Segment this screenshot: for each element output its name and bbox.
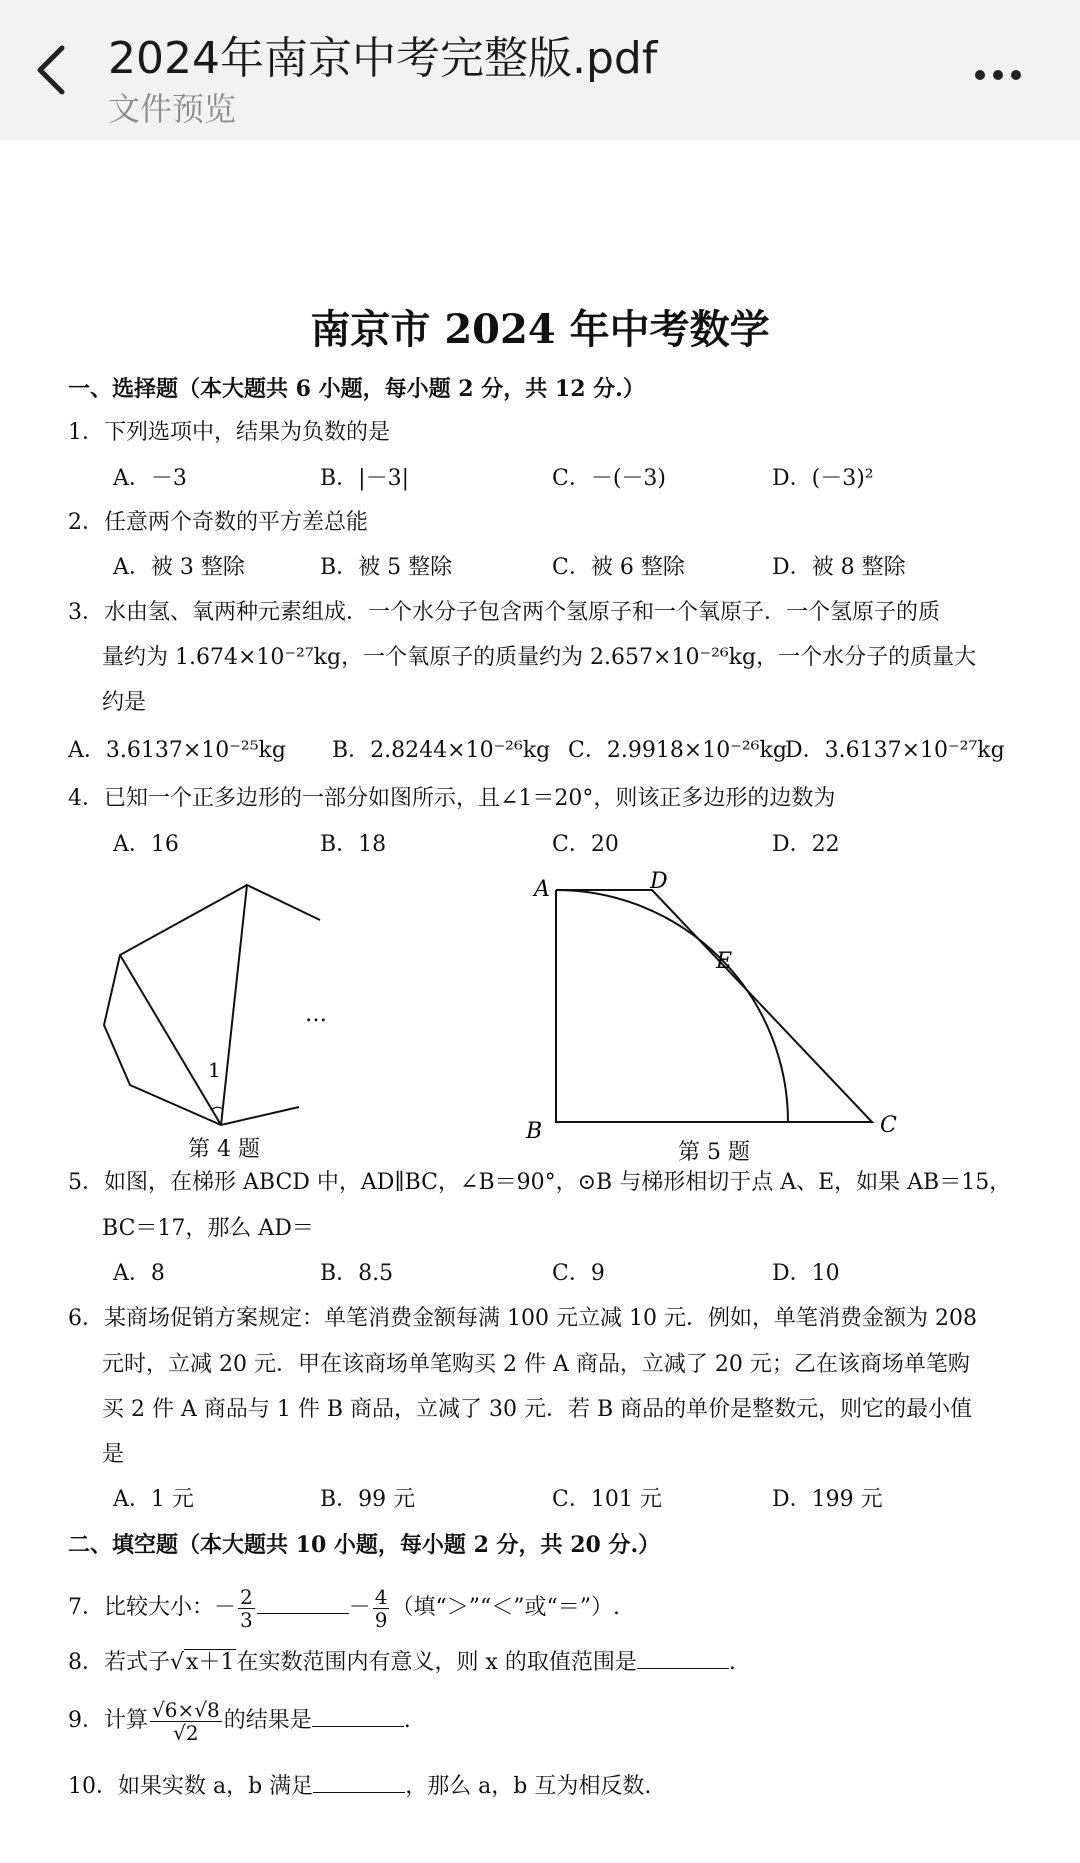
q10-prefix: 10．如果实数 a，b 满足 (68, 1774, 314, 1799)
q1-option-d: D．(－3)² (772, 466, 874, 491)
figure-5-label-a: A (534, 877, 550, 902)
q10-suffix: ，那么 a，b 互为相反数. (405, 1774, 652, 1799)
question-8 (68, 1646, 736, 1678)
file-title: 2024年南京中考完整版.pdf (108, 33, 658, 84)
q3-option-d: D．3.6137×10⁻²⁷kg (785, 738, 1005, 763)
q3-option-b: B．2.8244×10⁻²⁶kg (332, 738, 551, 763)
q5-option-a: A．8 (113, 1261, 165, 1286)
q7-blank (257, 1591, 349, 1614)
q4-option-d: D．22 (772, 832, 840, 857)
q9-fraction-den: √2 (173, 1720, 199, 1745)
question-5-line-1: 5．如图，在梯形 ABCD 中，AD∥BC，∠B＝90°，⊙B 与梯形相切于点 A、E，如果 AB＝15， (68, 1170, 1012, 1195)
more-button[interactable] (966, 50, 1056, 100)
q8-end: . (728, 1650, 736, 1675)
question-3-line-1: 3．水由氢、氧两种元素组成．一个水分子包含两个氢原子和一个氧原子．一个氢原子的质 (68, 600, 941, 625)
figure-4-ellipsis: … (305, 1002, 327, 1027)
q7-fraction-2-den: 9 (374, 1607, 388, 1632)
q8-blank (637, 1646, 729, 1669)
figure-5-label-b: B (526, 1119, 543, 1144)
q4-option-b: B．18 (320, 832, 387, 857)
question-6-line-3: 买 2 件 A 商品与 1 件 B 商品，立减了 30 元．若 B 商品的单价是整数元，则它的最小值 (102, 1397, 973, 1422)
q7-mid: － (348, 1595, 371, 1620)
question-6-line-1: 6．某商场促销方案规定：单笔消费金额每满 100 元立减 10 元．例如，单笔消费金额为 208 (68, 1306, 977, 1331)
section-heading-2: 二、填空题（本大题共 10 小题，每小题 2 分，共 20 分.） (68, 1532, 661, 1558)
q6-option-b: B．99 元 (320, 1487, 416, 1512)
figure-5-label-e: E (716, 949, 733, 974)
question-6-line-2: 元时，立减 20 元．甲在该商场单笔购买 2 件 A 商品，立减了 20 元；乙在该商场单笔购 (102, 1352, 970, 1377)
question-6-line-4: 是 (102, 1442, 125, 1467)
q1-option-a: A．－3 (113, 466, 187, 491)
q9-blank (312, 1704, 404, 1727)
question-9 (68, 1690, 411, 1752)
q10-blank (313, 1770, 405, 1793)
question-10 (68, 1770, 651, 1802)
q2-option-b: B．被 5 整除 (320, 555, 453, 580)
q6-option-d: D．199 元 (772, 1487, 883, 1512)
document-title: 南京市 2024 年中考数学 (310, 306, 770, 353)
q9-fraction (150, 1699, 222, 1744)
figure-5-label-d: D (650, 870, 668, 894)
question-1: 1．下列选项中，结果为负数的是 (68, 420, 390, 445)
q9-prefix: 9．计算 (68, 1708, 148, 1733)
q5-option-c: C．9 (552, 1261, 605, 1286)
q4-option-a: A．16 (113, 832, 179, 857)
figure-4-angle-label: 1 (208, 1058, 221, 1082)
chevron-left-icon (30, 40, 76, 100)
figure-4 (90, 875, 350, 1165)
question-7 (68, 1578, 620, 1638)
q2-option-c: C．被 6 整除 (552, 555, 685, 580)
q3-option-a: A．3.6137×10⁻²⁵kg (68, 738, 286, 763)
q9-fraction-num: √6×√8 (152, 1697, 220, 1722)
q7-fraction-1-den: 3 (240, 1607, 253, 1632)
q1-option-b: B．|－3| (320, 466, 409, 491)
q5-option-d: D．10 (772, 1261, 840, 1286)
figure-5 (520, 870, 920, 1150)
q4-option-c: C．20 (552, 832, 619, 857)
question-2: 2．任意两个奇数的平方差总能 (68, 510, 368, 535)
q8-radicand: x＋1 (186, 1650, 235, 1675)
q5-option-b: B．8.5 (320, 1261, 394, 1286)
q8-suffix: 在实数范围内有意义，则 x 的取值范围是 (236, 1650, 637, 1675)
top-bar (0, 0, 1080, 140)
section-heading-1: 一、选择题（本大题共 6 小题，每小题 2 分，共 12 分.） (68, 376, 645, 402)
q9-end: . (403, 1708, 411, 1733)
back-button[interactable] (30, 40, 76, 100)
q6-option-a: A．1 元 (113, 1487, 194, 1512)
q7-suffix: （填“＞”“＜”或“＝”）. (391, 1595, 620, 1620)
q7-fraction-2 (373, 1586, 390, 1631)
q7-prefix: 7．比较大小：－ (68, 1595, 236, 1620)
question-4: 4．已知一个正多边形的一部分如图所示，且∠1＝20°，则该正多边形的边数为 (68, 786, 836, 811)
file-subtitle: 文件预览 (108, 90, 237, 128)
more-dots-icon (966, 50, 1056, 100)
figure-5-label-c: C (880, 1113, 897, 1138)
figure-4-caption: 第 4 题 (188, 1137, 260, 1162)
q7-fraction-1 (238, 1586, 255, 1631)
q9-suffix: 的结果是 (223, 1708, 312, 1733)
q7-fraction-1-num: 2 (240, 1584, 253, 1609)
question-5-line-2: BC＝17，那么 AD＝ (102, 1216, 314, 1241)
q2-option-a: A．被 3 整除 (113, 555, 245, 580)
question-3-line-3: 约是 (102, 690, 147, 715)
figure-5-caption: 第 5 题 (678, 1140, 750, 1165)
q6-option-c: C．101 元 (552, 1487, 662, 1512)
question-3-line-2: 量约为 1.674×10⁻²⁷kg，一个氧原子的质量约为 2.657×10⁻²⁶kg，一个水分子的质量大 (102, 645, 977, 670)
q3-option-c: C．2.9918×10⁻²⁶kg (568, 738, 787, 763)
q2-option-d: D．被 8 整除 (772, 555, 906, 580)
q8-prefix: 8．若式子√ (68, 1650, 185, 1675)
q7-fraction-2-num: 4 (374, 1584, 388, 1609)
q1-option-c: C．－(－3) (552, 466, 666, 491)
